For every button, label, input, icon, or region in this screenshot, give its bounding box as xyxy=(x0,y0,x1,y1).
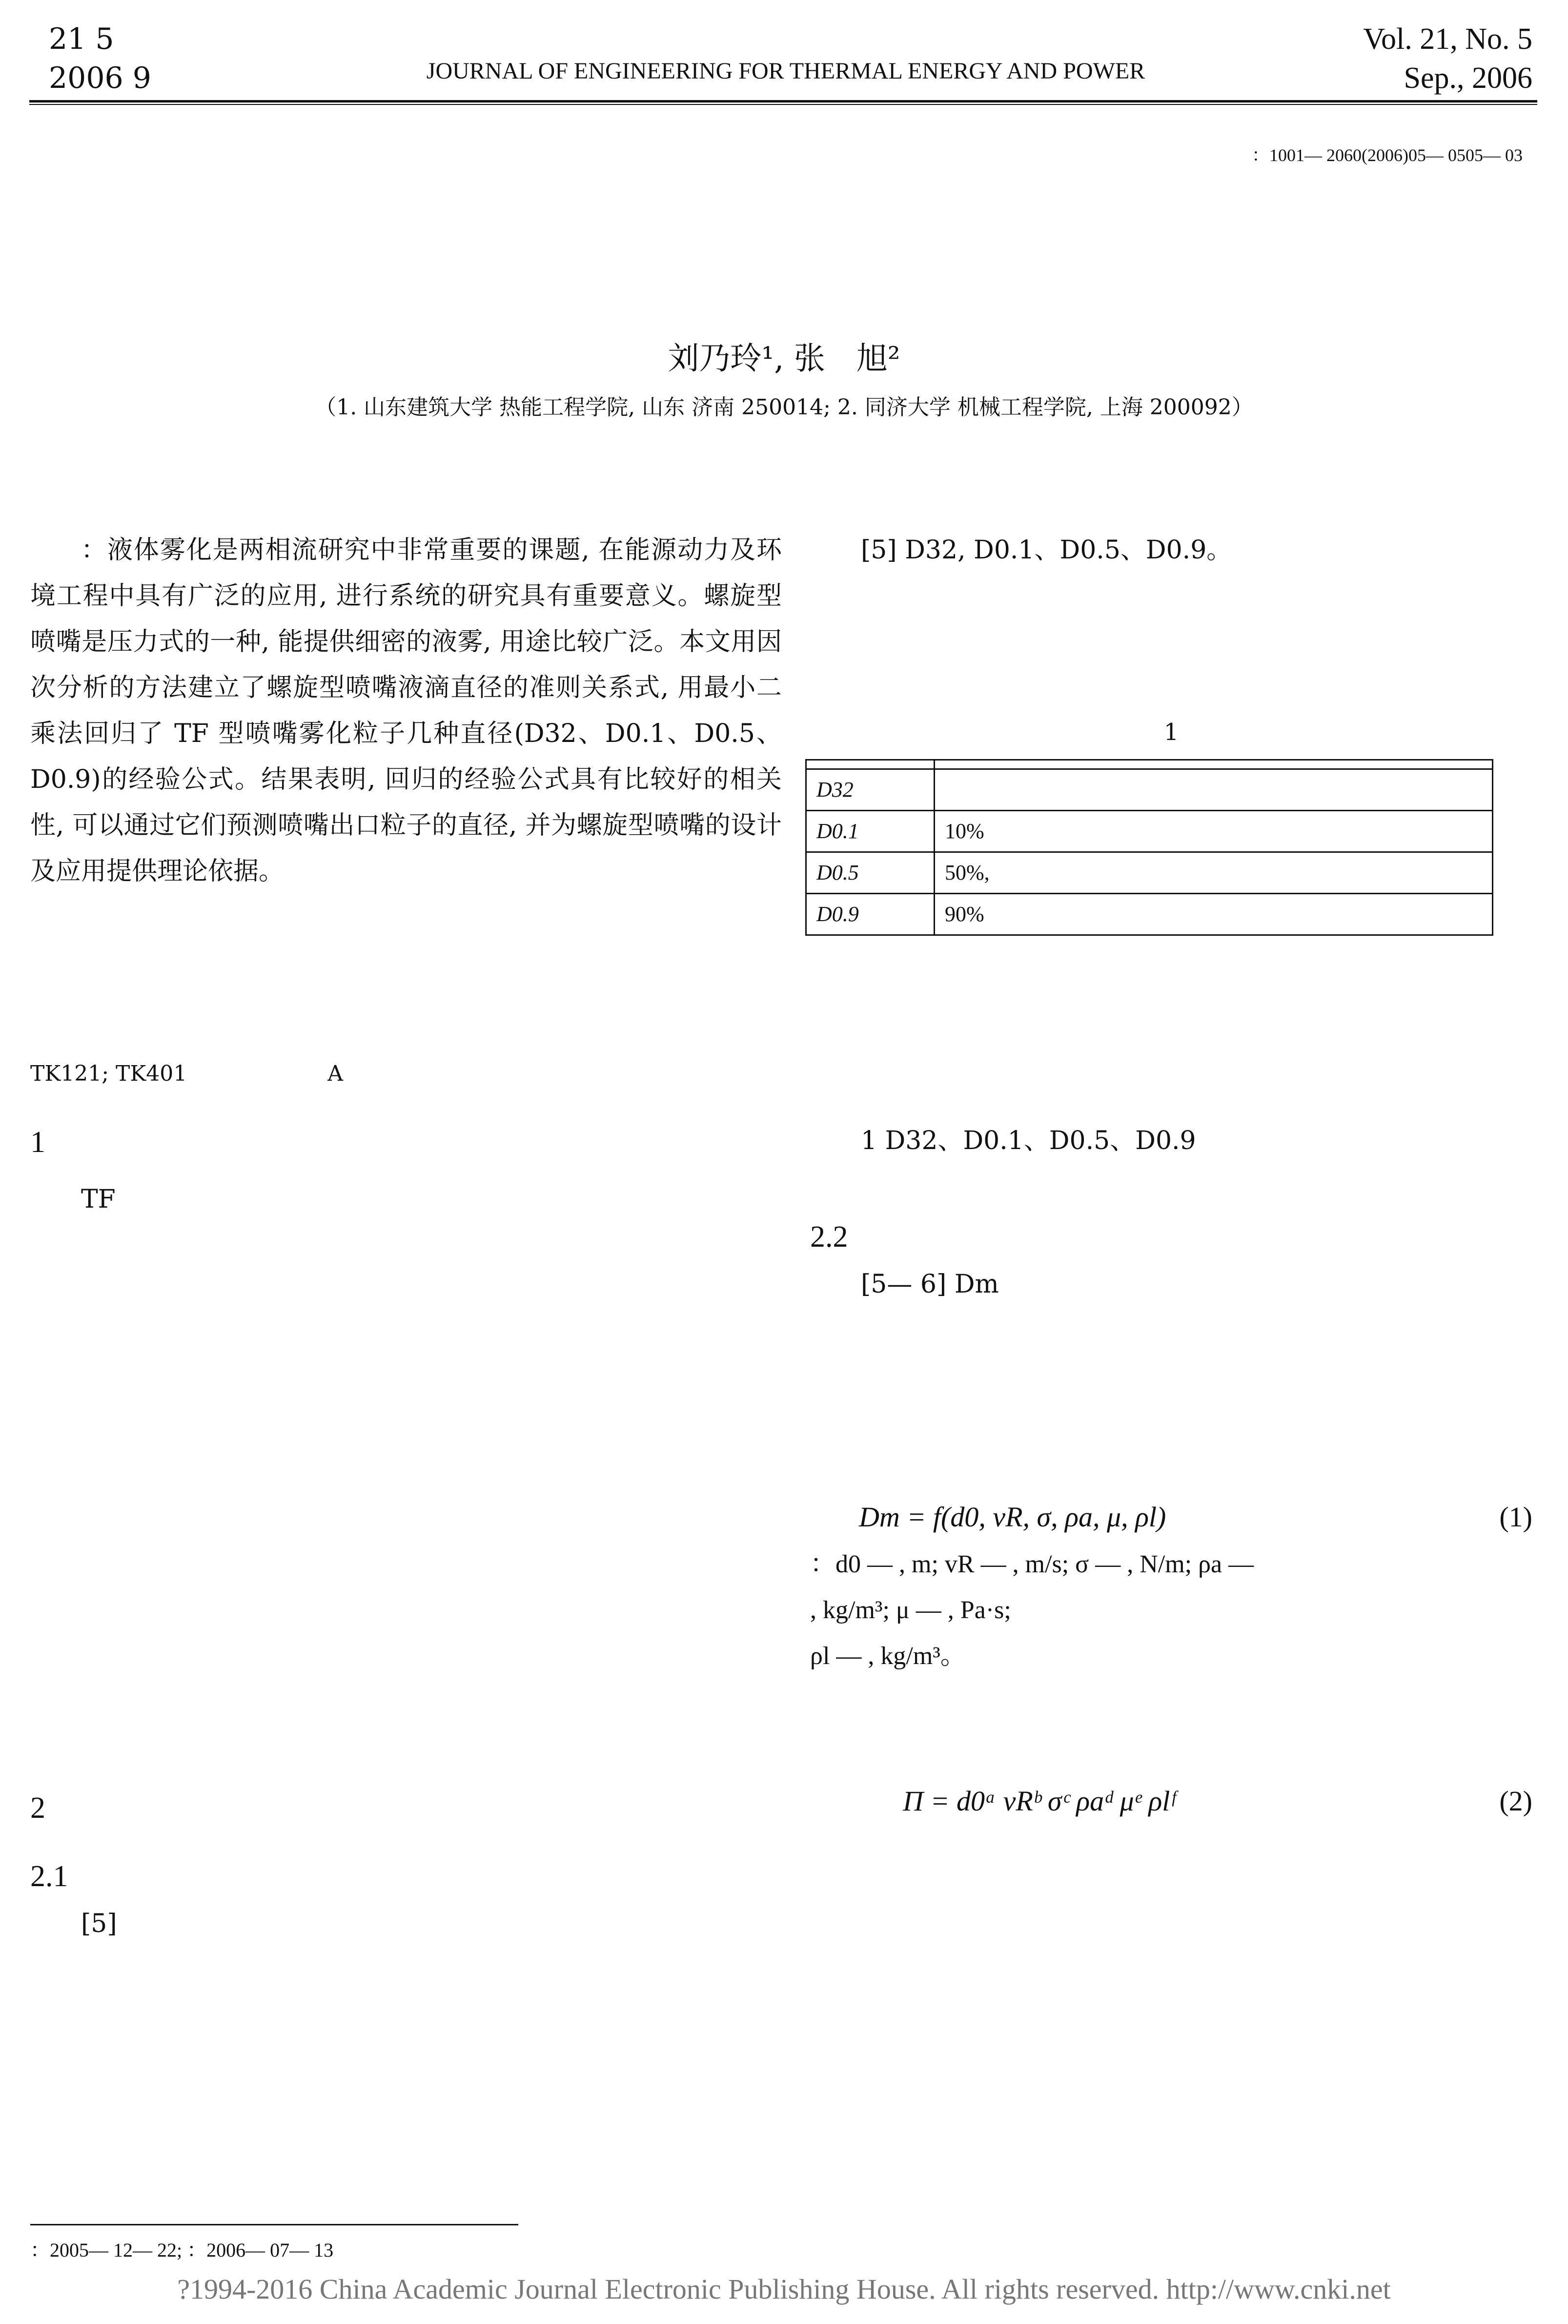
table-row xyxy=(806,852,1493,894)
section-1-tf-text: TF xyxy=(81,1185,116,1214)
intro-ref: [5] xyxy=(861,535,897,565)
intro-paragraph xyxy=(810,527,1532,573)
header-date-en-line: Sep., 2006 xyxy=(1404,62,1532,95)
left-column xyxy=(30,1118,782,1947)
table-cell-desc xyxy=(935,769,1493,811)
table-cell-symbol: D32 xyxy=(806,769,935,811)
right-column-body xyxy=(810,1118,1532,1826)
section-2-2-paragraph xyxy=(810,1261,1532,1307)
equation-1 xyxy=(810,1493,1532,1542)
header-volume-cn xyxy=(49,20,303,98)
equation-2 xyxy=(810,1777,1532,1826)
table-cell-symbol: D0.1 xyxy=(806,811,935,852)
section-2-2-heading: 2.2 xyxy=(810,1220,848,1254)
paper-title xyxy=(98,215,1464,293)
section-2-1-ref: [5] xyxy=(81,1909,117,1938)
paper-authors: 刘乃玲¹, 张 旭² xyxy=(668,341,900,377)
journal-name-en: JOURNAL OF ENGINEERING FOR THERMAL ENERGY AND POWER xyxy=(426,58,1145,84)
equation-1-number: (1) xyxy=(1499,1501,1532,1533)
table-header-desc xyxy=(935,760,1493,769)
intro-symbols: D32, D0.1、D0.5、D0.9。 xyxy=(905,535,1232,565)
header-rule-thin xyxy=(29,104,1537,105)
table-cell-symbol: D0.9 xyxy=(806,894,935,935)
where-line-3: ρl — , kg/m³。 xyxy=(810,1642,966,1670)
table-row xyxy=(806,769,1493,811)
table-cell-symbol: D0.5 xyxy=(806,852,935,894)
journal-name-cn xyxy=(371,20,1201,56)
journal-name xyxy=(371,20,1201,87)
footnote-rule xyxy=(30,2224,518,2225)
equation-2-number: (2) xyxy=(1499,1785,1532,1817)
after-table-symbols: 1 D32、D0.1、D0.5、D0.9 xyxy=(861,1126,1196,1155)
table-header-row xyxy=(806,760,1493,769)
table-row xyxy=(806,894,1493,935)
header-volume-en-line: Vol. 21, No. 5 xyxy=(1363,22,1532,56)
table-cell-desc: 10% xyxy=(935,811,1493,852)
table-1 xyxy=(805,759,1493,936)
clc-code: TK121; TK401 xyxy=(30,1061,187,1086)
equation-2-body: Π = d0ᵃ vRᵇ σᶜ ρaᵈ μᵉ ρlᶠ xyxy=(903,1785,1175,1817)
footnote: ：2005— 12— 22; ：2006— 07— 13 xyxy=(30,2239,334,2261)
where-line-2: , kg/m³; μ — , Pa·s; xyxy=(810,1596,1011,1624)
section-2-1-heading: 2.1 xyxy=(30,1860,68,1893)
header-volume-en xyxy=(1259,20,1532,98)
abstract-body: 液体雾化是两相流研究中非常重要的课题, 在能源动力及环境工程中具有广泛的应用, 进行系统的研究具有重要意义。螺旋型喷嘴是压力式的一种, 能提供细密的液雾, 用途比较广泛。本文用因次分析的方法建立了螺旋型喷嘴液滴直径的准则关系式, 用最小二乘法回归了 TF 型喷嘴雾化粒子几种直径(D32、D0.1、D0.5、D0.9)的经验公式。结果表明, 回归的经验公式具有比较好的相关性, 可以通过它们预测喷嘴出口粒子的直径, 并为螺旋型喷嘴的设计及应用提供理论依据。 xyxy=(30,535,782,886)
right-column-intro xyxy=(810,527,1532,573)
table-cell-desc: 90% xyxy=(935,894,1493,935)
header-rule xyxy=(29,100,1537,103)
after-table-paragraph xyxy=(810,1118,1532,1164)
section-1-paragraph xyxy=(30,1176,782,1222)
section-2-1-paragraph xyxy=(30,1901,782,1947)
section-2-2-ref: [5— 6] xyxy=(861,1270,947,1299)
definitions-table xyxy=(805,759,1493,936)
copyright-watermark: ?1994-2016 China Academic Journal Electronic Publishing House. All rights reserved. http://www.cnki.net xyxy=(177,2273,1391,2305)
abstract-label: ： xyxy=(81,535,107,565)
article-id: ：1001— 2060(2006)05— 0505— 03 xyxy=(1252,145,1523,165)
document-code: A xyxy=(327,1061,343,1086)
paper-affiliation: （1. 山东建筑大学 热能工程学院, 山东 济南 250014; 2. 同济大学 机械工程学院, 上海 200092） xyxy=(315,395,1253,420)
classification xyxy=(30,1054,782,1093)
variable-definitions xyxy=(810,1542,1532,1679)
where-line-1: ：d0 — , m; vR — , m/s; σ — , N/m; ρa — xyxy=(810,1550,1254,1578)
table-1-caption: 1 xyxy=(1163,719,1179,746)
dm-symbol: Dm xyxy=(954,1270,999,1299)
section-1-heading: 1 xyxy=(30,1126,45,1159)
equation-1-body: Dm = f(d0, vR, σ, ρa, μ, ρl) xyxy=(859,1501,1166,1533)
table-header-symbol xyxy=(806,760,935,769)
table-cell-desc: 50%, xyxy=(935,852,1493,894)
section-2-heading: 2 xyxy=(30,1791,45,1825)
abstract-text xyxy=(30,527,782,894)
header-date-cn-line: 2006 9 xyxy=(49,61,151,95)
abstract xyxy=(30,527,782,894)
header-volume-cn-line: 21 5 xyxy=(49,22,114,56)
table-row xyxy=(806,811,1493,852)
